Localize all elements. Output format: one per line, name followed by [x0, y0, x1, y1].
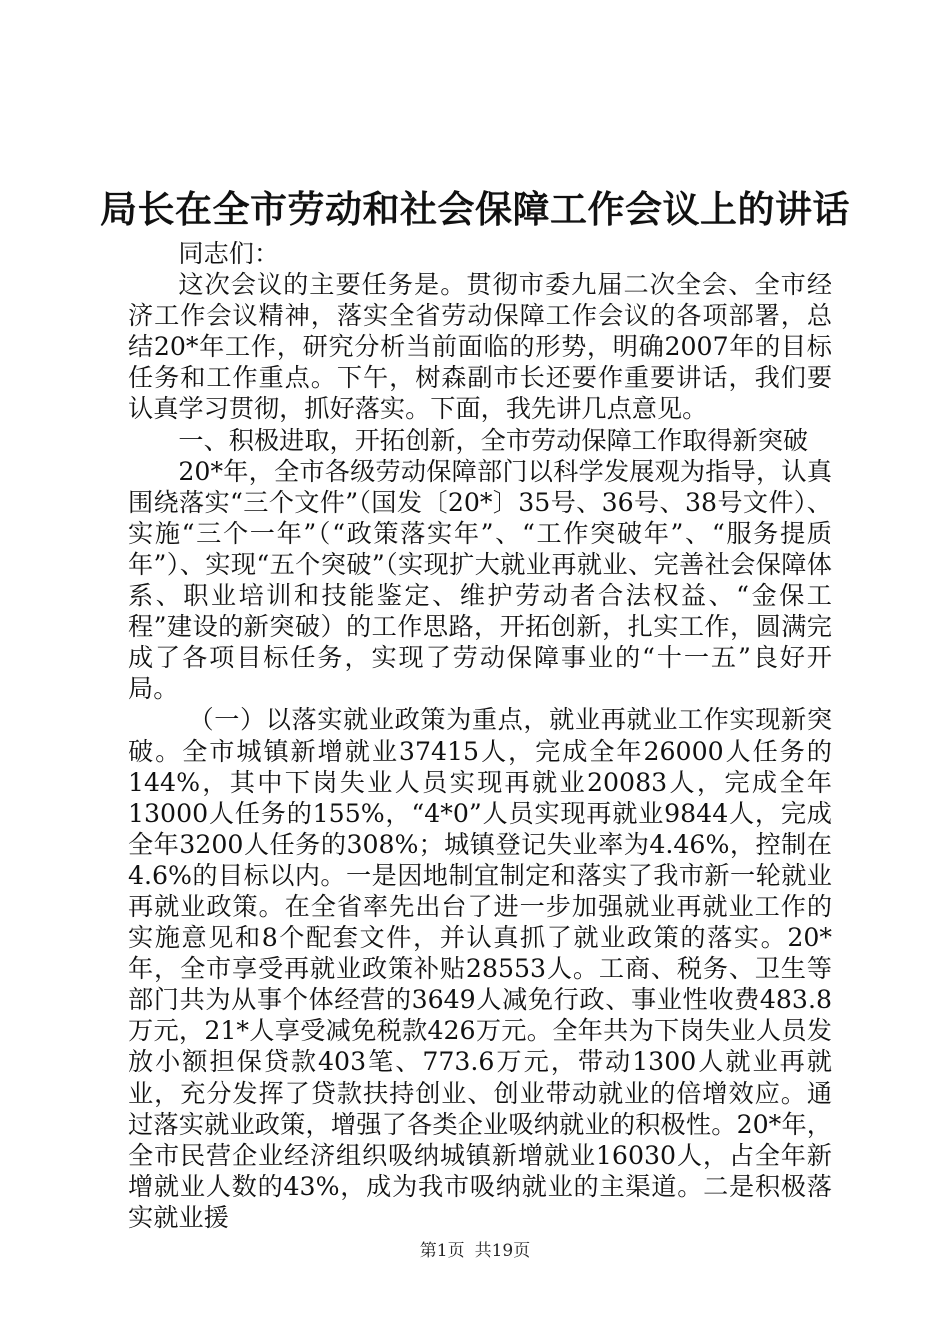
document-title: 局长在全市劳动和社会保障工作会议上的讲话 [100, 188, 850, 231]
document-body [128, 238, 832, 1233]
paragraph-employment: （一）以落实就业政策为重点，就业再就业工作实现新突破。全市城镇新增就业37415人，完成全年26000人任务的144%，其中下岗失业人员实现再就业20083人，完成全年13000人任务的155%，“4*0”人员实现再就业9844人，完成全年3200人任务的308%；城镇登记失业率为4.46%，控制在4.6%的目标以内。一是因地制宜制定和落实了我市新一轮就业再就业政策。在全省率先出台了进一步加强就业再就业工作的实施意见和8个配套文件，并认真抓了就业政策的落实。20*年，全市享受再就业政策补贴28553人。工商、税务、卫生等部门共为从事个体经营的3649人减免行政、事业性收费483.8万元，21*人享受减免税款426万元。全年共为下岗失业人员发放小额担保贷款403笔、773.6万元，带动1300人就业再就业，充分发挥了贷款扶持创业、创业带动就业的倍增效应。通过落实就业政策，增强了各类企业吸纳就业的积极性。20*年，全市民营企业经济组织吸纳城镇新增就业16030人，占全年新增就业人数的43%，成为我市吸纳就业的主渠道。二是积极落实就业援 [128, 705, 832, 1232]
page-total: 共19页 [474, 1241, 531, 1261]
section-heading: 一、积极进取，开拓创新，全市劳动保障工作取得新突破 [178, 425, 809, 455]
page-number: 第1页 [419, 1241, 465, 1261]
salutation: 同志们： [178, 239, 280, 268]
page-footer [0, 1240, 950, 1262]
paragraph-summary: 20*年，全市各级劳动保障部门以科学发展观为指导，认真围绕落实“三个文件”（国发〔20*〕35号、36号、38号文件）、实施“三个一年”（“政策落实年”、“工作突破年”、“服务提质年”）、实现“五个突破”（实现扩大就业再就业、完善社会保障体系、职业培训和技能鉴定、维护劳动者合法权益、“金保工程”建设的新突破）的工作思路，开拓创新，扎实工作，圆满完成了各项目标任务，实现了劳动保障事业的“十一五”良好开局。 [128, 456, 832, 704]
paragraph-intro: 这次会议的主要任务是。贯彻市委九届二次全会、全市经济工作会议精神，落实全省劳动保障工作会议的各项部署，总结20*年工作，研究分析当前面临的形势，明确2007年的目标任务和工作重点。下午，树森副市长还要作重要讲话，我们要认真学习贯彻，抓好落实。下面，我先讲几点意见。 [128, 270, 832, 424]
